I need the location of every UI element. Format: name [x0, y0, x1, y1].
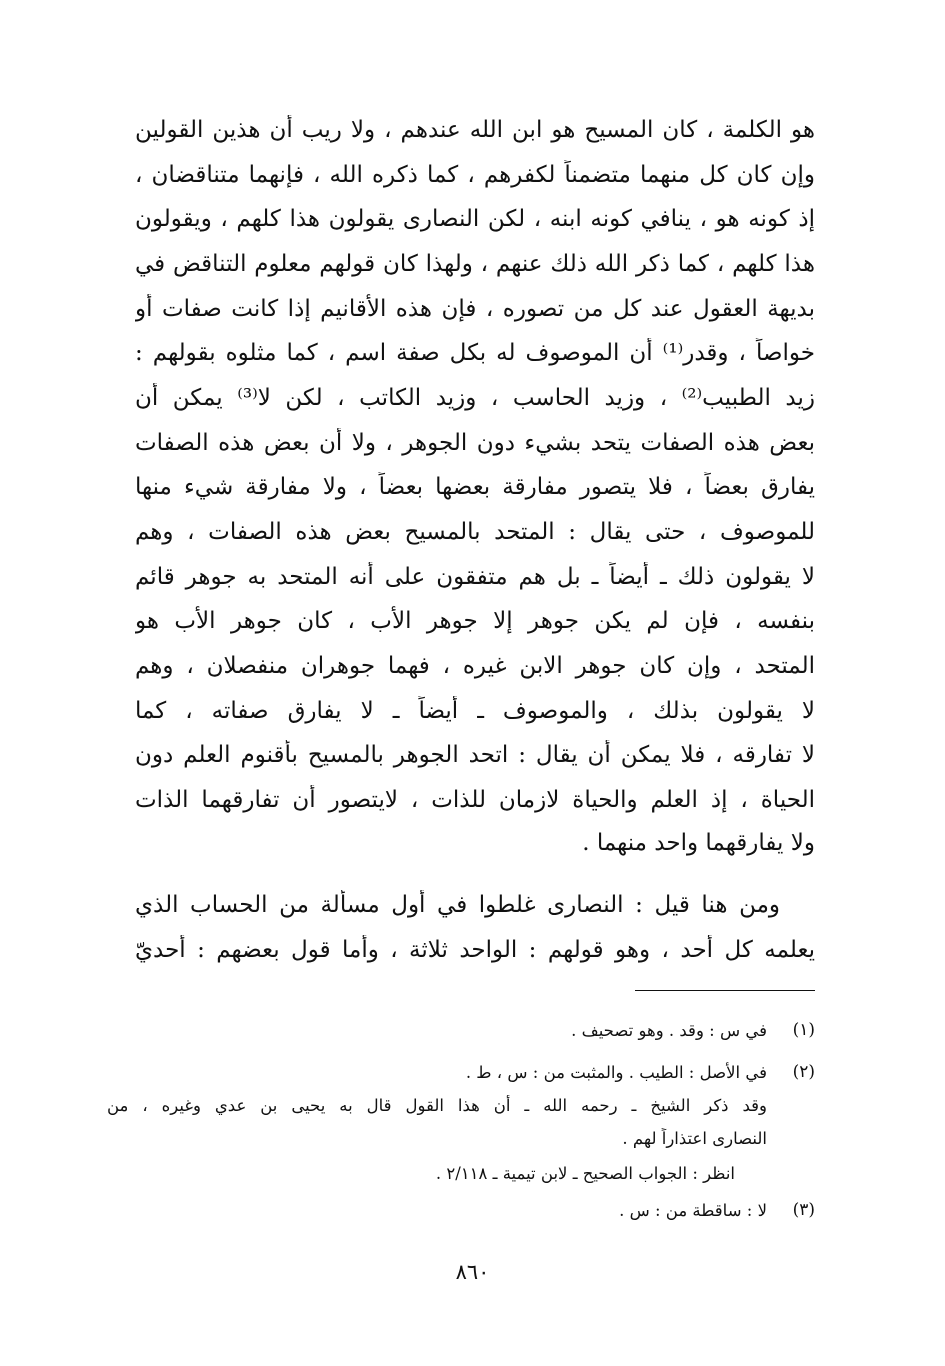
footnote-text: في س : وقد . وهو تصحيف . — [571, 1021, 767, 1040]
footnote-text: النصارى اعتذاراً لهم . — [622, 1129, 767, 1148]
body-line: بنفسه ، فإن لم يكن جوهر إلا جوهر الأب ، كان جوهر الأب هو — [135, 608, 815, 634]
body-line: هذا كلهم ، كما ذكر الله ذلك عنهم ، ولهذا كان قولهم معلوم التناقض في — [135, 251, 815, 277]
body-line: المتحد ، وإن كان جوهر الابن غيره ، فهما جوهران منفصلان ، وهم — [135, 653, 815, 679]
footnote-separator — [635, 990, 815, 991]
footnote-text: في الأصل : الطيب . والمثبت من : س ، ط . — [465, 1063, 767, 1082]
body-line: يفارق بعضاً ، فلا يتصور مفارقة بعضها بعضاً ، ولا مفارقة شيء منها — [135, 474, 815, 500]
footnote-text: لا : ساقطة من : س . — [619, 1201, 767, 1220]
footnote-text: وقد ذكر الشيخ ـ رحمه الله ـ أن هذا القول قال به يحيى بن عدي وغيره ، من — [107, 1096, 767, 1115]
body-line: ولا يفارقهما واحد منهما . — [582, 830, 815, 856]
body-line: وإن كان كل منهما متضمناً لكفرهم ، كما ذكره الله ، فإنهما متناقضان ، — [135, 162, 815, 188]
body-line: زيد الطبيب⁽²⁾ ، وزيد الحاسب ، وزيد الكاتب ، لكن لا⁽³⁾ يمكن أن — [135, 385, 815, 411]
body-line: بعض هذه الصفات يتحد بشيء دون الجوهر ، ولا أن بعض هذه الصفات — [135, 430, 815, 456]
body-line: بديهة العقول عند كل من تصوره ، فإن هذه الأقانيم إذا كانت صفات أو — [135, 296, 815, 322]
footnote-text: انظر : الجواب الصحيح ـ لابن تيمية ـ ٢/١١٨ . — [435, 1164, 735, 1183]
body-line: إذ كونه هو ، ينافي كونه ابنه ، لكن النصارى يقولون هذا كلهم ، ويقولون — [135, 206, 815, 232]
footnote-number: (١) — [792, 1020, 815, 1040]
footnote-number: (٢) — [792, 1062, 815, 1082]
body-line: هو الكلمة ، كان المسيح هو ابن الله عندهم ، ولا ريب أن هذين القولين — [135, 117, 815, 143]
body-line: لا يقولون بذلك ، والموصوف ـ أيضاً ـ لا يفارق صفاته ، كما — [135, 698, 815, 724]
body-line: لا تفارقه ، فلا يمكن أن يقال : اتحد الجوهر بالمسيح بأقنوم العلم دون — [135, 742, 815, 768]
body-line: للموصوف ، حتى يقال : المتحد بالمسيح بعض هذه الصفات ، وهم — [135, 519, 815, 545]
body-line: خواصاً ، وقدر⁽¹⁾ أن الموصوف له بكل صفة اسم ، كما مثلوه بقولهم : — [135, 340, 815, 366]
footnote-number: (٣) — [792, 1200, 815, 1220]
paragraph-line: يعلمه كل أحد ، وهو قولهم : الواحد ثلاثة ، وأما قول بعضهم : أحديّ — [135, 937, 815, 963]
body-line: الحياة ، إذ العلم والحياة لازمان للذات ، لايتصور أن تفارقهما الذات — [135, 787, 815, 813]
paragraph-line: ومن هنا قيل : النصارى غلطوا في أول مسألة من الحساب الذي — [135, 892, 780, 918]
body-line: لا يقولون ذلك ـ أيضاً ـ بل هم متفقون على أنه المتحد به جوهر قائم — [135, 564, 815, 590]
page-number: ٨٦٠ — [455, 1260, 490, 1284]
